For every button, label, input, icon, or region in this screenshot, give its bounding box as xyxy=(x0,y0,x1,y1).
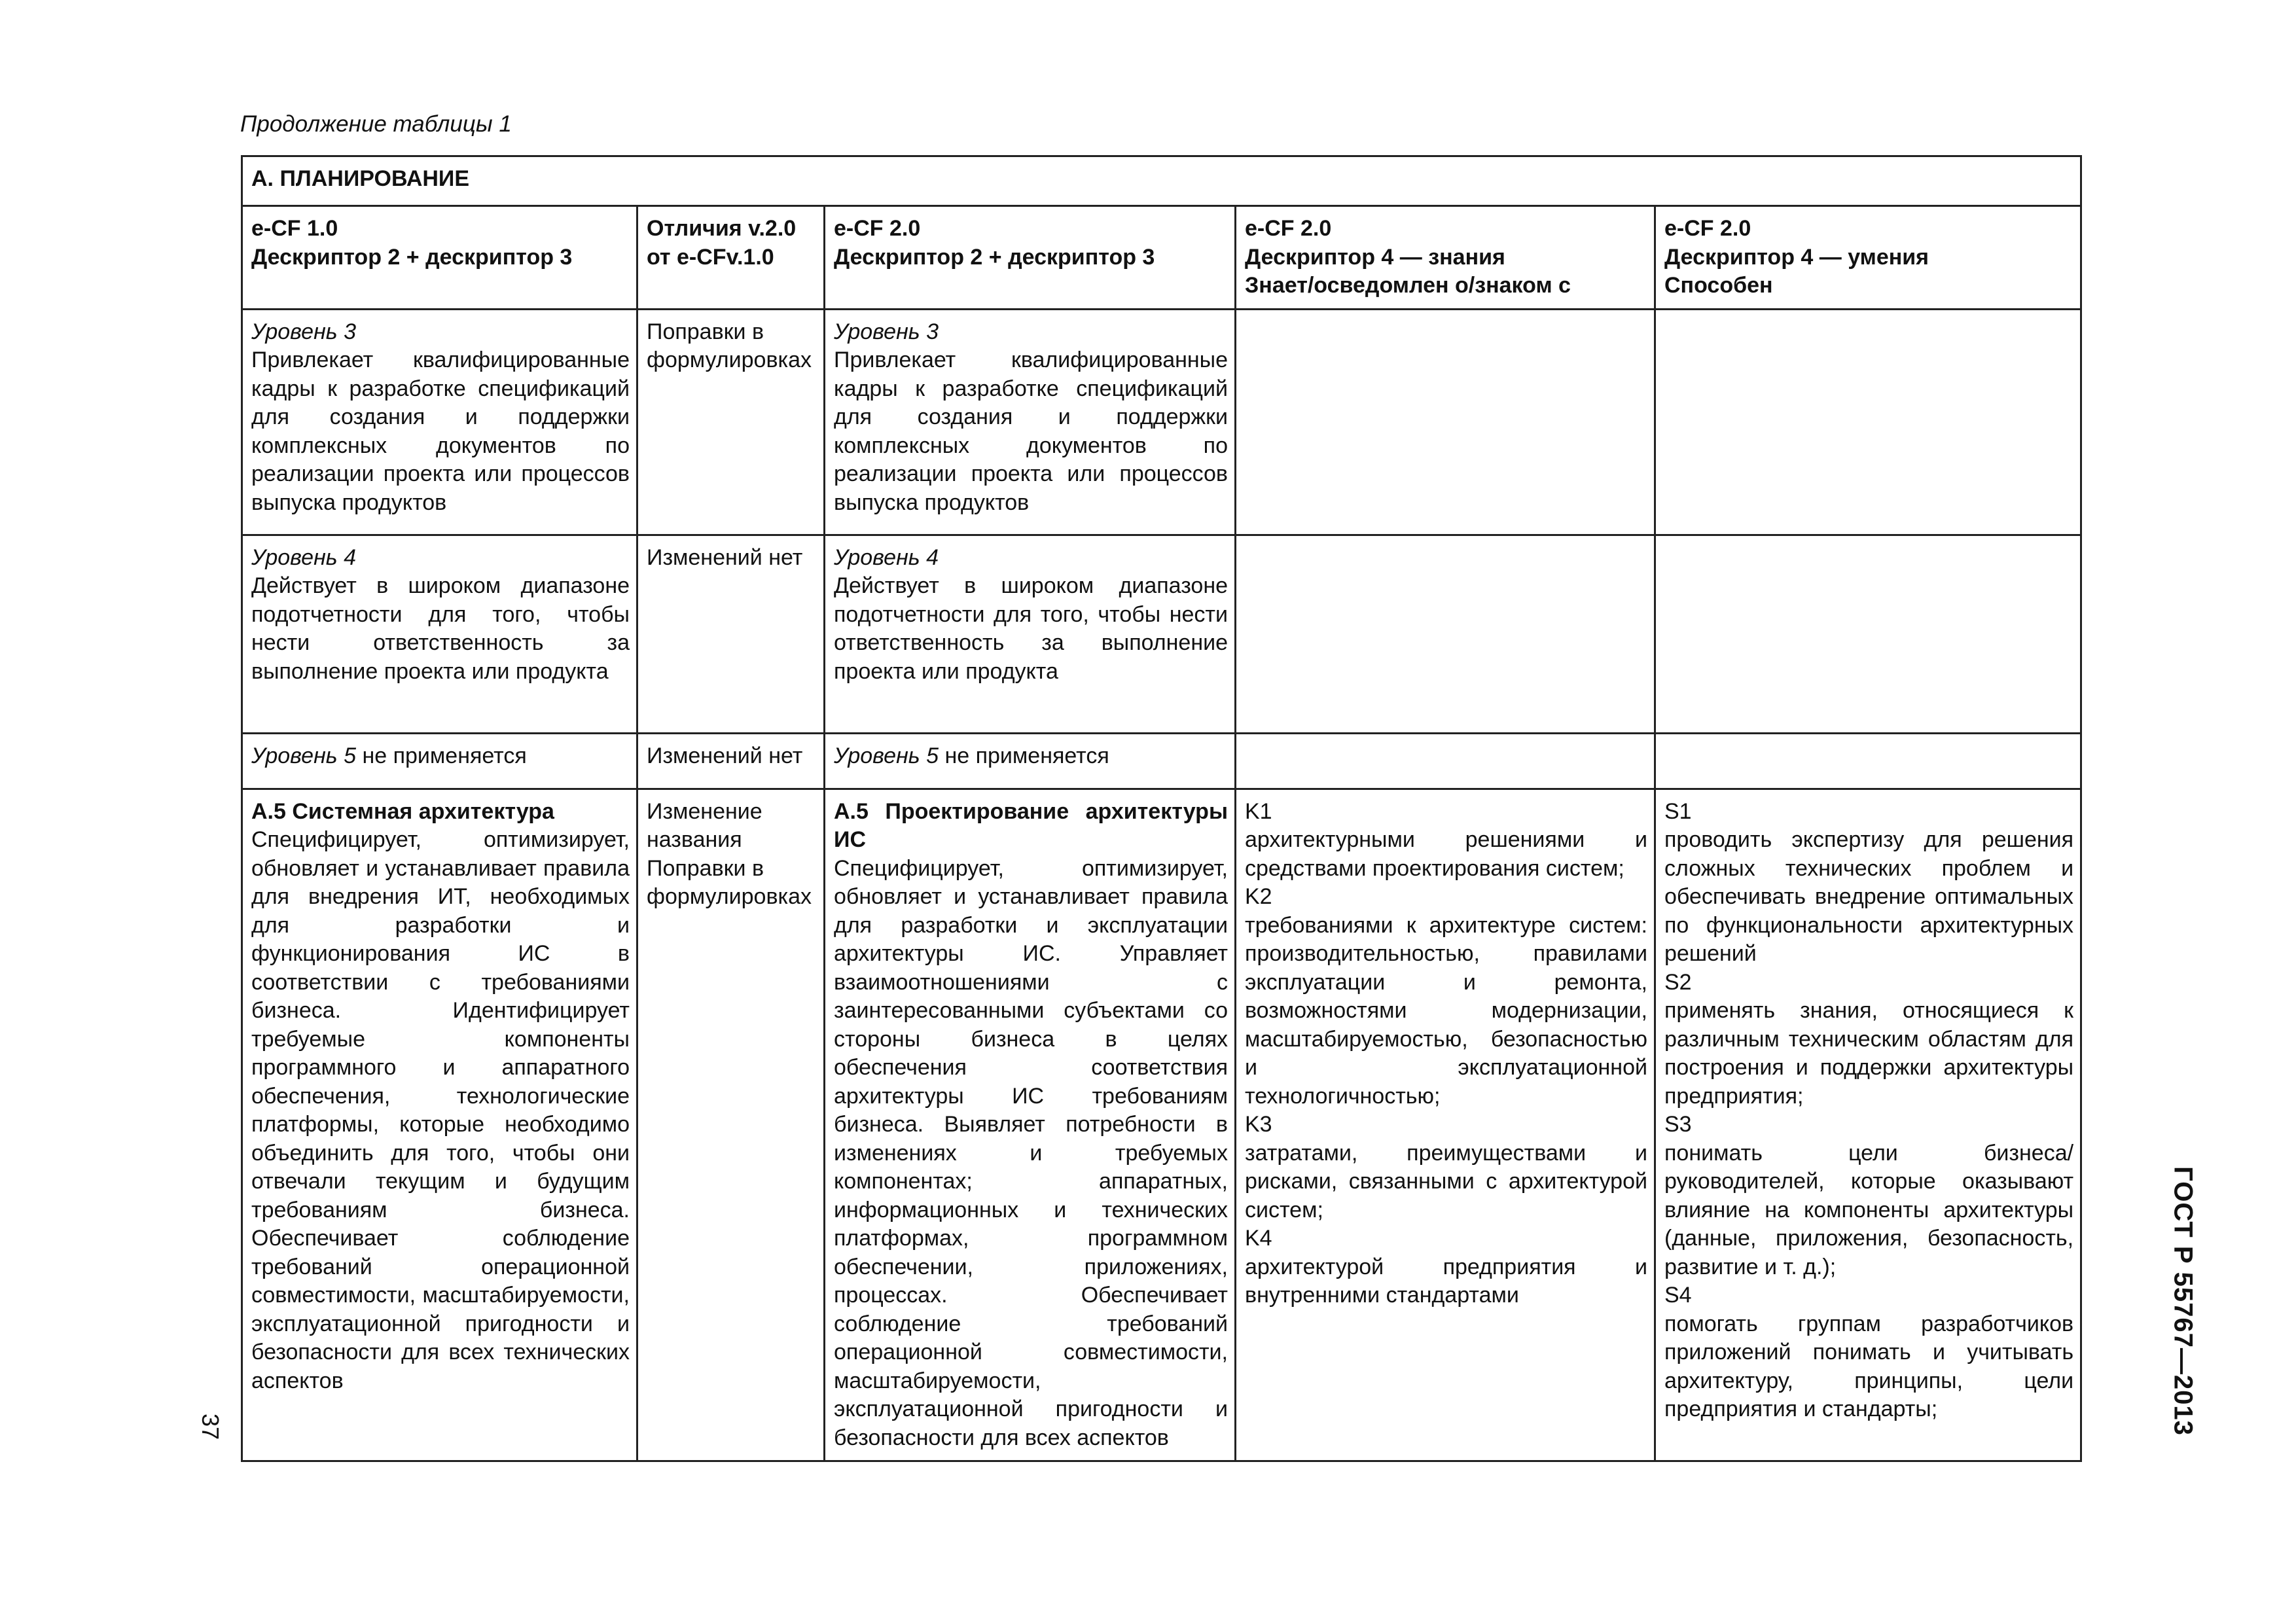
level3-ecf2-cell xyxy=(825,309,1236,535)
skill-code-s3: S3 xyxy=(1664,1112,1692,1137)
table-row-a5 xyxy=(242,789,2081,1461)
header-ecf1 xyxy=(242,206,637,310)
table-row-level4 xyxy=(242,535,2081,733)
level3-ecf1-text: Привлекает квалифицированные кадры к разработке спецификаций для создания и поддержки комплексных документов по реализации проекта или процессов выпуска продуктов xyxy=(251,348,630,515)
level5-knowledge-cell xyxy=(1236,733,1655,789)
knowledge-code-k1: K1 xyxy=(1245,798,1272,824)
a5-skills-cell xyxy=(1655,789,2081,1461)
knowledge-text-k4: архитектурой предприятия и внутренними стандартами xyxy=(1245,1254,1647,1308)
level5-ecf2-title: Уровень 5 xyxy=(834,743,939,768)
header-skills-descriptor: Дескриптор 4 — умения xyxy=(1664,244,1929,270)
level5-ecf2-cell xyxy=(825,733,1236,789)
level4-ecf2-title: Уровень 4 xyxy=(834,544,939,570)
header-ecf2-descriptor: Дескриптор 2 + дескриптор 3 xyxy=(834,244,1155,270)
a5-diff-rename: Изменение названия xyxy=(647,798,762,852)
knowledge-code-k2: K2 xyxy=(1245,884,1272,909)
level4-ecf2-cell xyxy=(825,535,1236,733)
header-skills-version: e-CF 2.0 xyxy=(1664,216,1751,241)
table-row-level5 xyxy=(242,733,2081,789)
section-row xyxy=(242,156,2081,206)
knowledge-text-k3: затратами, преимуществами и рисками, связанными с архитектурой систем; xyxy=(1245,1140,1647,1222)
level4-skills-cell xyxy=(1655,535,2081,733)
header-diff-l1: Отличия v.2.0 xyxy=(647,216,797,241)
level3-skills-cell xyxy=(1655,309,2081,535)
knowledge-code-k3: K3 xyxy=(1245,1112,1272,1137)
level3-ecf2-title: Уровень 3 xyxy=(834,319,939,344)
standard-designation xyxy=(2150,1164,2215,1438)
level5-ecf1-title: Уровень 5 xyxy=(251,743,357,768)
header-skills-lead: Способен xyxy=(1664,273,1773,298)
level5-ecf1-tail: не применяется xyxy=(356,743,527,768)
header-knowledge-descriptor: Дескриптор 4 — знания xyxy=(1245,244,1505,270)
level4-ecf1-title: Уровень 4 xyxy=(251,544,357,570)
skill-code-s2: S2 xyxy=(1664,969,1692,995)
level4-knowledge-cell xyxy=(1236,535,1655,733)
skill-text-s2: применять знания, относящиеся к различным техническим областям для построения и поддержки архитектуры предприятия; xyxy=(1664,998,2074,1109)
table-caption: Продолжение таблицы 1 xyxy=(240,111,512,137)
level4-diff-cell xyxy=(637,535,825,733)
header-ecf1-descriptor: Дескриптор 2 + дескриптор 3 xyxy=(251,244,573,270)
knowledge-code-k4: K4 xyxy=(1245,1226,1272,1251)
a5-diff-wording: Поправки в формулировках xyxy=(647,855,812,909)
table-row-level3 xyxy=(242,309,2081,535)
level3-diff-cell xyxy=(637,309,825,535)
page-number-text: 37 xyxy=(197,1413,224,1440)
level4-ecf2-text: Действует в широком диапазоне подотчетности для того, чтобы нести ответственность за выполнение проекта или продукта xyxy=(834,573,1228,684)
a5-ecf2-title: А.5 Проектирование архитектуры ИС xyxy=(834,798,1228,852)
level3-ecf1-title: Уровень 3 xyxy=(251,319,357,344)
knowledge-text-k1: архитектурными решениями и средствами проектирования систем; xyxy=(1245,827,1647,881)
level4-diff-text: Изменений нет xyxy=(647,544,803,570)
level5-ecf2-tail: не применяется xyxy=(939,743,1109,768)
level3-ecf1-cell xyxy=(242,309,637,535)
skill-text-s4: помогать группам разработчиков приложений понимать и учитывать архитектуру, принципы, цели предприятия и стандарты; xyxy=(1664,1311,2074,1421)
skill-code-s4: S4 xyxy=(1664,1283,1692,1308)
header-row xyxy=(242,206,2081,310)
level3-diff-text: Поправки в формулировках xyxy=(647,319,812,372)
level4-ecf1-cell xyxy=(242,535,637,733)
competence-table xyxy=(241,155,2082,1462)
skill-code-s1: S1 xyxy=(1664,798,1692,824)
section-title: А. ПЛАНИРОВАНИЕ xyxy=(242,156,2081,206)
a5-ecf2-text: Специфицирует, оптимизирует, обновляет и устанавливает правила для разработки и эксплуатации архитектуры ИС. Управляет взаимоотношениями с заинтересованными субъектами со стороны бизнеса в целях обеспечения соответствия архитектуры ИС требованиям бизнеса. Выявляет потребности в изменениях и требуемых компонентах; аппаратных, информационных и технических платформах, программном обеспечении, приложениях, процессах. Обеспечивает соблюдение требований операционной совместимости, масштабируемости, эксплуатационной пригодности и безопасности для всех аспектов xyxy=(834,855,1228,1450)
knowledge-text-k2: требованиями к архитектуре систем: производительностью, правилами эксплуатации и ремонта, возможностями модернизации, масштабируемостью, безопасностью и эксплуатационной технологичностью; xyxy=(1245,912,1647,1109)
level3-ecf2-text: Привлекает квалифицированные кадры к разработке спецификаций для создания и поддержки комплексных документов по реализации проекта или процессов выпуска продуктов xyxy=(834,348,1228,515)
skill-text-s3: понимать цели бизнеса/руководителей, которые оказывают влияние на компоненты архитектуры (данные, приложения, безопасность, развитие и т. д.); xyxy=(1664,1140,2074,1279)
level3-knowledge-cell xyxy=(1236,309,1655,535)
header-knowledge-lead: Знает/осведомлен о/знаком с xyxy=(1245,273,1571,298)
level5-diff-text: Изменений нет xyxy=(647,743,803,768)
a5-ecf2-cell xyxy=(825,789,1236,1461)
a5-diff-cell xyxy=(637,789,825,1461)
header-skills xyxy=(1655,206,2081,310)
page-number xyxy=(194,1400,226,1453)
header-diff-l2: от e-CFv.1.0 xyxy=(647,244,774,270)
header-ecf2 xyxy=(825,206,1236,310)
header-ecf1-version: e-CF 1.0 xyxy=(251,216,338,241)
a5-ecf1-text: Специфицирует, оптимизирует, обновляет и устанавливает правила для внедрения ИТ, необходимых для разработки и функционирования ИС в соответствии с требованиями бизнеса. Идентифицирует требуемые компоненты программного и аппаратного обеспечения, технологические платформы, которые необходимо объединить для того, чтобы они отвечали текущим и будущим требованиям бизнеса. Обеспечивает соблюдение требований операционной совместимости, масштабируемости, эксплуатационной пригодности и безопасности для всех технических аспектов xyxy=(251,827,630,1393)
header-knowledge xyxy=(1236,206,1655,310)
level4-ecf1-text: Действует в широком диапазоне подотчетности для того, чтобы нести ответственность за выполнение проекта или продукта xyxy=(251,573,630,684)
header-ecf2-version: e-CF 2.0 xyxy=(834,216,921,241)
standard-designation-text: ГОСТ Р 55767—2013 xyxy=(2168,1166,2198,1436)
level5-ecf1-cell xyxy=(242,733,637,789)
skill-text-s1: проводить экспертизу для решения сложных технических проблем и обеспечивать внедрение оптимальных по функциональности архитектурных решений xyxy=(1664,827,2074,966)
level5-skills-cell xyxy=(1655,733,2081,789)
header-diff xyxy=(637,206,825,310)
level5-diff-cell xyxy=(637,733,825,789)
header-knowledge-version: e-CF 2.0 xyxy=(1245,216,1332,241)
a5-ecf1-cell xyxy=(242,789,637,1461)
a5-ecf1-title: А.5 Системная архитектура xyxy=(251,798,554,824)
a5-knowledge-cell xyxy=(1236,789,1655,1461)
